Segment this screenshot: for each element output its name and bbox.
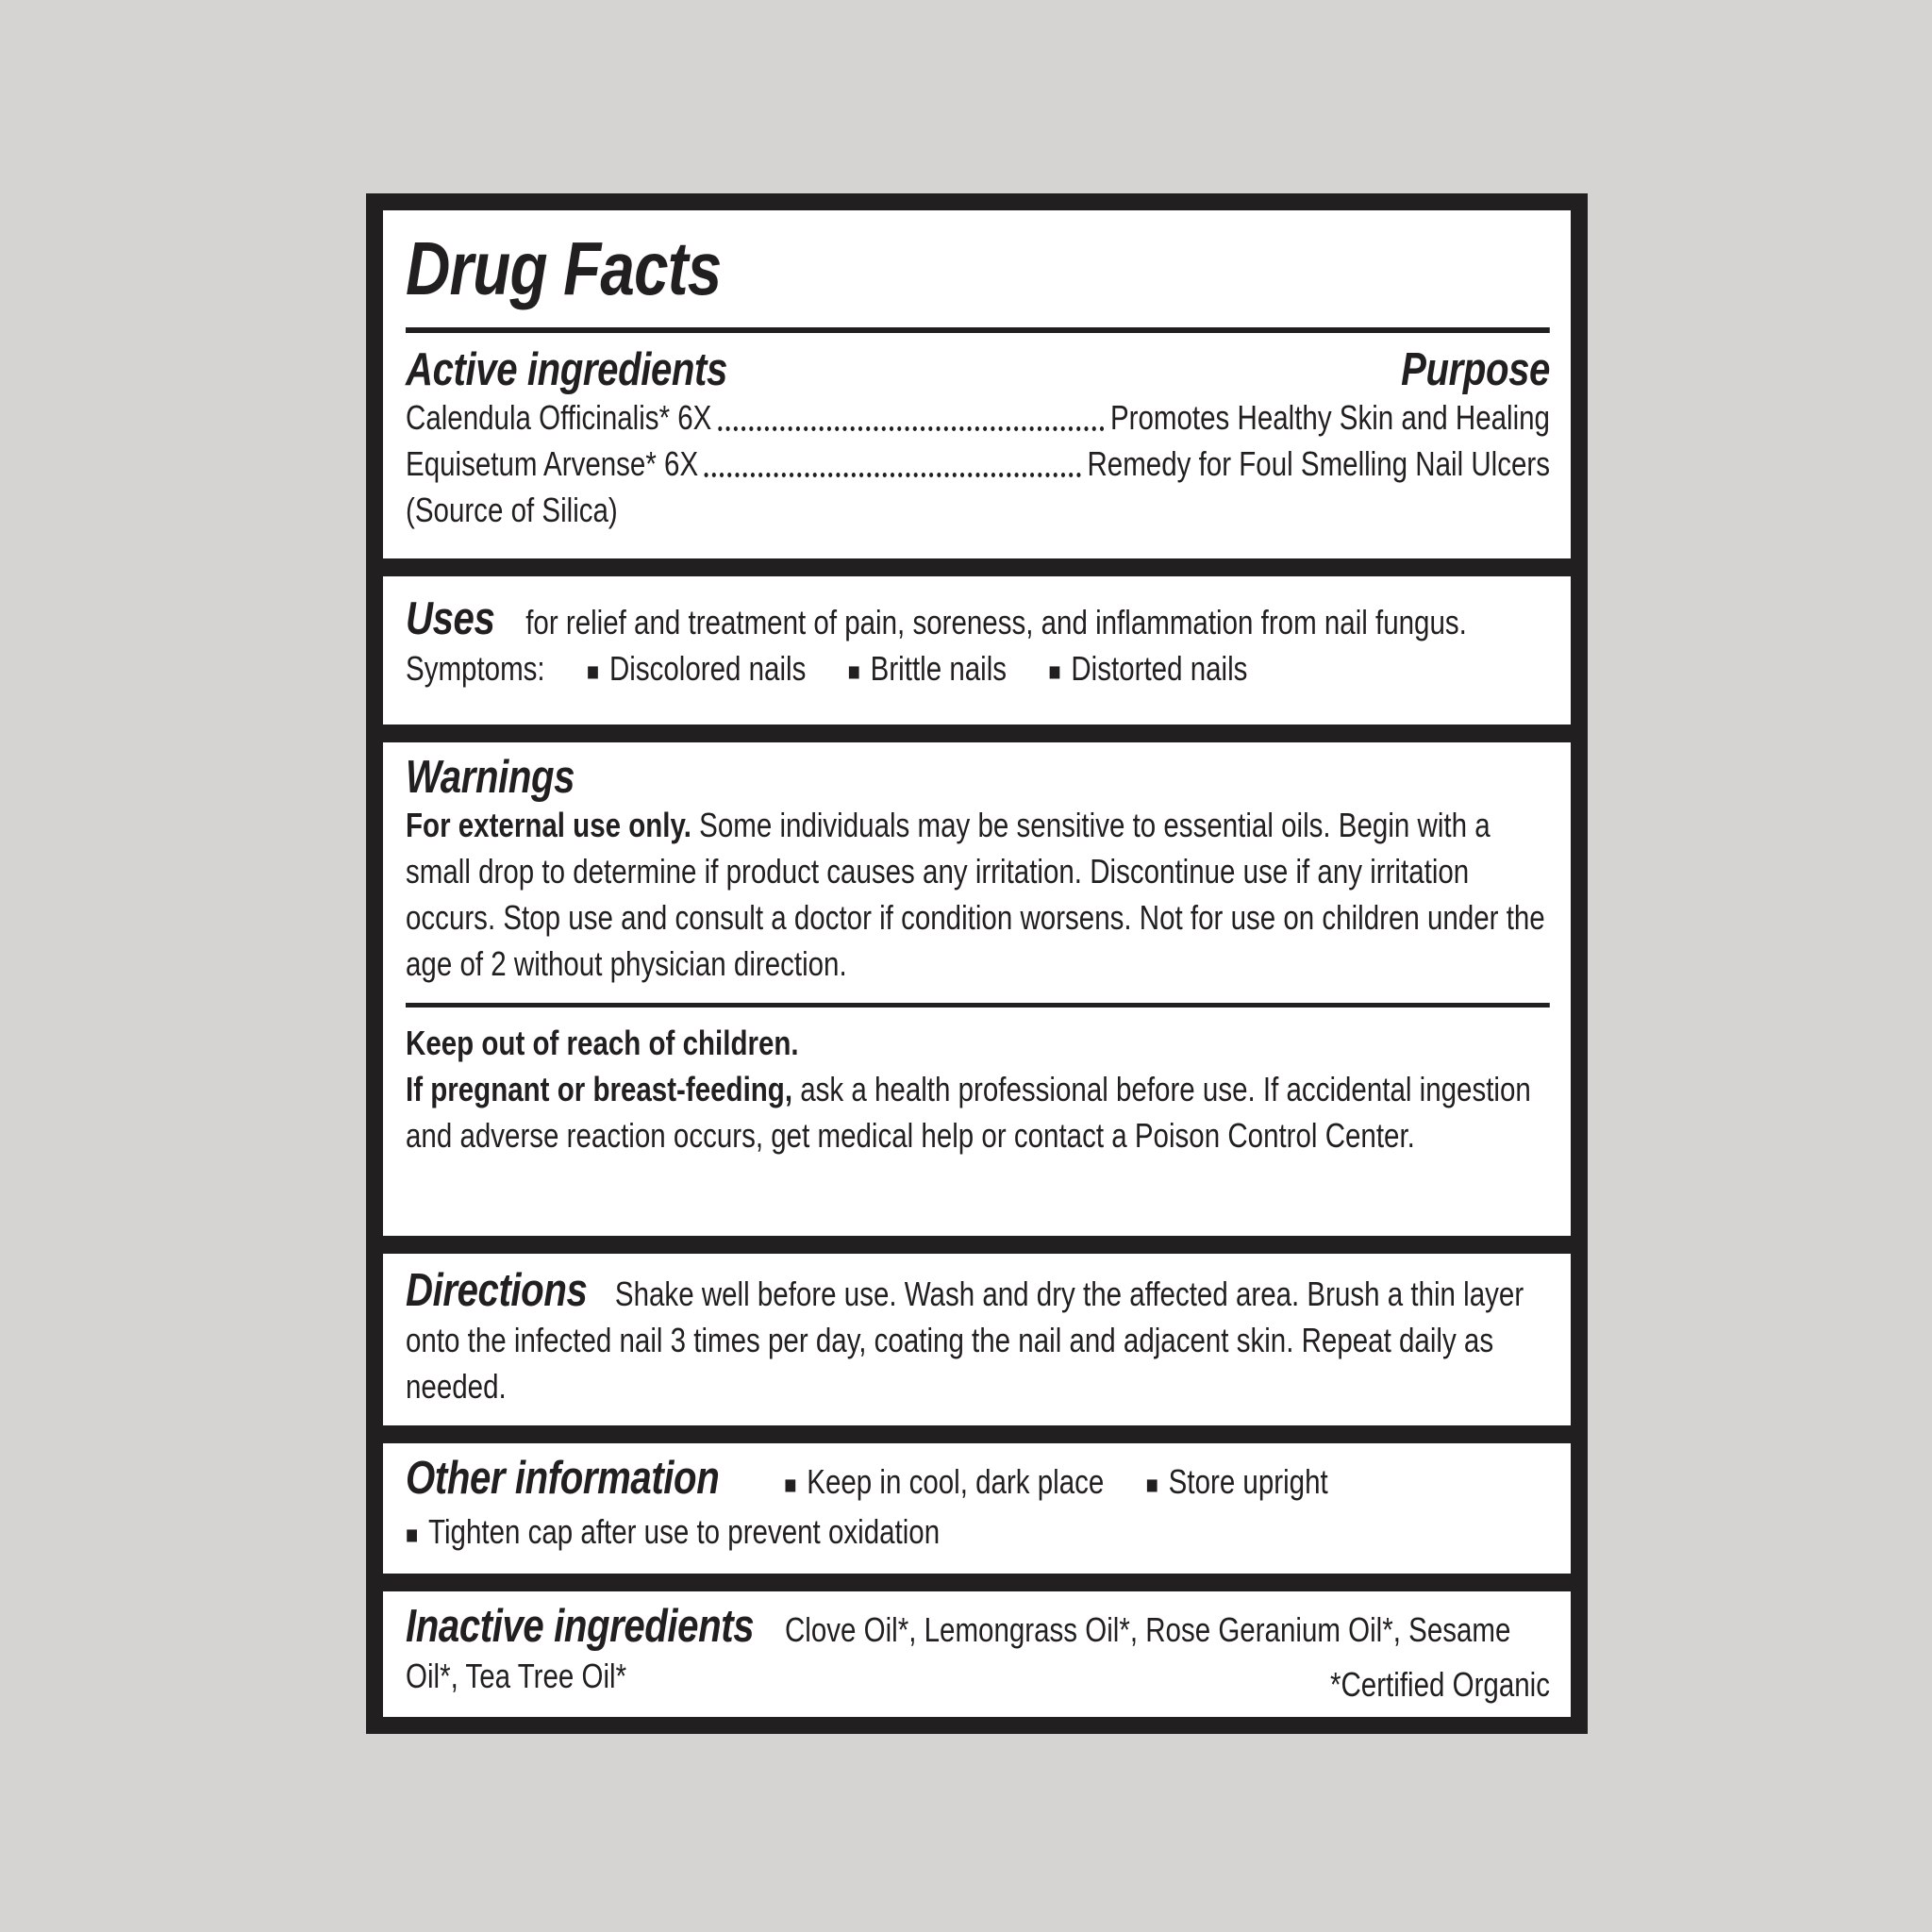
drug-facts-label	[366, 193, 1588, 1734]
bullet-square-icon: ■	[586, 658, 600, 686]
symptom-label: Brittle nails	[870, 649, 1008, 688]
ingredient-row	[406, 441, 1550, 487]
warnings-pregnant-text: ask a health professional before use. If accidental ingestion and adverse reaction occurs, get medical help or contact a Poison Control Center.	[406, 1070, 1531, 1156]
uses-text: for relief and treatment of pain, soreness, and inflammation from nail fungus. Symptoms:	[406, 603, 1467, 688]
other-info-item	[406, 1512, 940, 1551]
ingredient-source-note: (Source of Silica)	[406, 491, 618, 530]
symptom-label: Distorted nails	[1071, 649, 1248, 688]
warnings-external-lead: For external use only.	[406, 806, 691, 845]
section-header-content	[406, 226, 1550, 558]
title-divider	[406, 327, 1550, 333]
inactive-ingredients-text: Clove Oil*, Lemongrass Oil*, Rose Geranium Oil*, Sesame Oil*, Tea Tree Oil*	[406, 1610, 1511, 1695]
directions-paragraph	[406, 1267, 1550, 1409]
purpose-heading: Purpose	[1401, 344, 1550, 395]
other-information-heading: Other information	[406, 1453, 720, 1504]
symptom-label: Discolored nails	[608, 649, 807, 688]
ingredient-name: Equisetum Arvense* 6X	[406, 444, 699, 484]
section-uses-content	[406, 595, 1550, 724]
directions-heading: Directions	[406, 1265, 588, 1316]
page-title: Drug Facts	[406, 226, 722, 310]
active-ingredients-heading-row	[406, 346, 1550, 394]
ingredient-name: Calendula Officinalis* 6X	[406, 398, 712, 438]
bullet-square-icon: ■	[1048, 658, 1061, 686]
section-inactive-ingredients-content	[406, 1603, 1550, 1717]
directions-text: Shake well before use. Wash and dry the affected area. Brush a thin layer onto the infected nail 3 times per day, coating the nail and adjacent skin. Repeat daily as needed.	[406, 1274, 1524, 1406]
ingredient-purpose: Remedy for Foul Smelling Nail Ulcers	[1087, 444, 1550, 484]
section-directions-content	[406, 1267, 1550, 1425]
warnings-external-paragraph	[406, 802, 1550, 987]
other-info-label: Store upright	[1168, 1462, 1328, 1501]
bullet-square-icon: ■	[406, 1521, 419, 1549]
uses-heading: Uses	[406, 593, 495, 644]
uses-paragraph	[406, 595, 1550, 695]
other-info-item	[784, 1462, 1104, 1501]
symptom-item	[1048, 649, 1247, 688]
bullet-square-icon: ■	[784, 1471, 797, 1499]
other-info-label: Tighten cap after use to prevent oxidation	[428, 1512, 941, 1551]
symptom-item	[587, 649, 806, 688]
section-warnings	[383, 742, 1571, 1236]
other-info-label: Keep in cool, dark place	[807, 1462, 1105, 1501]
section-uses	[383, 576, 1571, 724]
bullet-square-icon: ■	[1145, 1471, 1159, 1499]
ingredient-purpose: Promotes Healthy Skin and Healing	[1109, 398, 1550, 438]
warnings-external-text: Some individuals may be sensitive to essential oils. Begin with a small drop to determine if product causes any irritation. Discontinue use if any irritation occurs. Stop use and consult a doctor if condition worsens. Not for use on children under the age of 2 without physician direction.	[406, 806, 1545, 984]
symptom-item	[848, 649, 1007, 688]
active-ingredients-heading: Active ingredients	[406, 344, 727, 395]
section-warnings-content	[406, 754, 1550, 1236]
section-inactive-ingredients	[383, 1591, 1571, 1717]
ingredient-row	[406, 394, 1550, 441]
warnings-heading: Warnings	[406, 752, 575, 803]
certified-organic-footnote: *Certified Organic	[1330, 1665, 1550, 1704]
other-information-line-1	[406, 1455, 1550, 1508]
warnings-divider	[406, 1003, 1550, 1008]
warnings-pregnant-paragraph	[406, 1066, 1550, 1158]
section-directions	[383, 1254, 1571, 1425]
keep-out-of-reach-line: Keep out of reach of children.	[406, 1024, 799, 1063]
section-other-information	[383, 1443, 1571, 1574]
warnings-pregnant-lead: If pregnant or breast-feeding,	[406, 1070, 793, 1109]
bullet-square-icon: ■	[847, 658, 861, 686]
section-header	[383, 210, 1571, 558]
inactive-ingredients-heading: Inactive ingredients	[406, 1601, 755, 1652]
dotted-leader	[718, 426, 1104, 431]
other-information-line-2	[406, 1508, 1550, 1558]
other-info-item	[1146, 1462, 1328, 1501]
section-other-information-content	[406, 1455, 1550, 1574]
dotted-leader	[705, 473, 1081, 477]
